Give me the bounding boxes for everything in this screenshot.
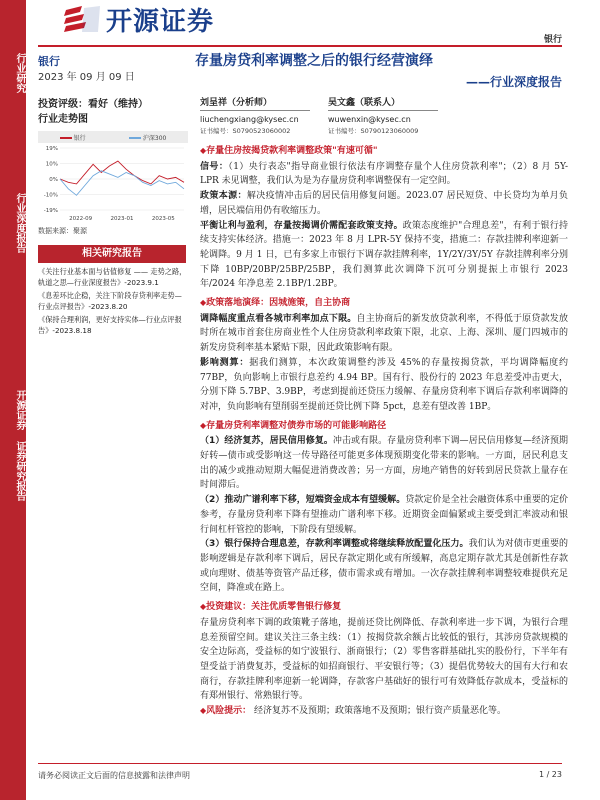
report-date: 2023 年 09 月 09 日 bbox=[38, 72, 135, 83]
trend-chart-title: 行业走势图 bbox=[38, 114, 88, 125]
section-heading: ◆ 政策落地演绎：因城施策，自主协商 bbox=[200, 296, 568, 311]
paragraph-lead: 政策本源： bbox=[200, 191, 247, 202]
analyst-email[interactable]: wuwenxin@kysec.cn bbox=[328, 115, 411, 124]
y-tick-label: 0% bbox=[49, 177, 58, 183]
page-number: 1 / 23 bbox=[538, 770, 562, 779]
y-tick-label: 10% bbox=[45, 161, 58, 168]
paragraph-lead: （2）推动广谱利率下移，短端资金成本有望缓解。 bbox=[200, 495, 406, 506]
paragraph-lead: 影响测算： bbox=[200, 357, 250, 368]
analyst-cert: 证书编号：S0790523060002 bbox=[200, 127, 291, 135]
paragraph-text: 贷款定价是全社会融资体系中重要的定价参考，存量房贷利率下降有望推动广谱利率下移。近期资金面偏紧或主要受到汇率波动和银行间杠杆管控的影响，下阶段有望缓解。 bbox=[200, 495, 568, 535]
legend-label-hs300: 沪深300 bbox=[142, 134, 167, 142]
sector-label: 银行 bbox=[38, 55, 60, 68]
trend-line-chart bbox=[38, 144, 188, 224]
paragraph-lead: 平衡让利与盈利，存量按揭调价需配套政策支持。 bbox=[200, 220, 403, 231]
chart-legend bbox=[38, 131, 188, 143]
y-tick-label: -10% bbox=[43, 192, 58, 199]
paragraph bbox=[200, 537, 568, 596]
paragraph bbox=[200, 434, 568, 493]
related-report-item[interactable]: 《保持合理利润，更好支持实体—行业点评报告》-2023.8.18 bbox=[38, 315, 182, 335]
paragraph-lead: （3）银行保持合理息差，存款利率调整或将继续释放配置化压力。 bbox=[200, 539, 469, 550]
footer-divider bbox=[38, 763, 562, 764]
paragraph-text: 据我们测算，本次政策调整约涉及 45%的存量按揭贷款，平均调降幅度约 77BP，负向影响上市银行息差约 4.94 BP。国有行、股份行的 2023 年息差受冲击更大，分别下降 5.7BP、3.9BP，考虑到提前还贷压力缓解、存量房贷利率下调后存款利率调降的对冲，负向影响有望削弱至提前还贷比例下降 5pct，息差有望改善 1BP。 bbox=[200, 357, 568, 412]
paragraph-text: 我们认为对债市更重要的影响逻辑是存款利率下调后，居民存款定期化或有所缓解，高息定期存款尤其是创新性存款或向理财、债基等资管产品迁移，债市需求或有增加。一次存款挂牌利率调整较难提供充足空间，降准或在路上。 bbox=[200, 539, 568, 594]
y-tick-label: -19% bbox=[43, 208, 58, 214]
paragraph bbox=[200, 189, 568, 218]
analyst-name: 吴文鑫（联系人） bbox=[328, 95, 438, 111]
report-body bbox=[200, 140, 568, 719]
x-tick-label: 2022-09 bbox=[69, 216, 93, 222]
investment-rating: 投资评级：看好（维持） bbox=[38, 99, 148, 110]
risk-text: 经济复苏不及预期；政策落地不及预期；银行资产质量恶化等。 bbox=[254, 706, 507, 717]
related-reports-list bbox=[38, 266, 188, 338]
series-line-bank bbox=[60, 161, 184, 184]
left-sidebar-bar bbox=[0, 0, 26, 800]
section-heading: ◆ 风险提示： bbox=[200, 706, 251, 716]
analyst-email[interactable]: liuchengxiang@kysec.cn bbox=[200, 115, 299, 124]
sidebar-label-top: 行业研究 bbox=[14, 53, 25, 93]
y-tick-label: 19% bbox=[45, 146, 58, 152]
paragraph bbox=[200, 356, 568, 415]
legend-swatch-bank bbox=[60, 137, 72, 139]
legend-item-bank bbox=[60, 133, 86, 142]
paragraph-lead: 调降幅度重点看各城市利率加点下限。 bbox=[200, 313, 357, 324]
sidebar-label-bottom: 开源证券 证券研究报告 bbox=[14, 389, 25, 501]
footer-disclaimer[interactable]: 请务必阅读正文后面的信息披露和法律声明 bbox=[38, 771, 190, 780]
paragraph bbox=[200, 219, 568, 293]
analyst-cert: 证书编号：S0790123060009 bbox=[328, 127, 419, 135]
legend-item-hs300 bbox=[129, 133, 166, 142]
related-reports-heading: 相关研究报告 bbox=[38, 245, 186, 263]
analyst-name: 刘呈祥（分析师） bbox=[200, 95, 310, 111]
x-tick-label: 2023-05 bbox=[151, 216, 175, 222]
paragraph-text: 冲击或有限。存量房贷利率下调—居民信用修复—经济预期好转—债市或受影响这一传导路径可能更多体现预期变化带来的影响。一方面，居民利息支出的减少或推动短期大幅促进消费改善；另一方面，房地产销售的好转到居民贷款上量存在时间滞后。 bbox=[200, 436, 568, 491]
legend-label-bank: 银行 bbox=[73, 134, 86, 142]
header-category: 银行 bbox=[543, 35, 562, 45]
paragraph-text: 解决疫情冲击后的居民信用修复问题。2023.07 居民短贷、中长贷均为单月负增，居民端信用仍有收缩压力。 bbox=[200, 191, 568, 216]
report-title: 存量房贷利率调整之后的银行经营演绎 bbox=[195, 53, 433, 69]
data-source: 数据来源：聚源 bbox=[38, 227, 87, 235]
brand-logo bbox=[62, 4, 232, 37]
legend-swatch-hs300 bbox=[129, 137, 141, 139]
paragraph-text: 政策态度维护"合理息差"，有利于银行持续支持实体经济。措施一：2023 年 8 月 LPR-5Y 保持不变，措施二：存款挂牌利率迎新一轮调降。9 月 1 日，已有多家上市银行下调存款挂牌利率，1Y/2Y/3Y/5Y 存款挂牌利率分别下降 10BP/20BP/25BP/25BP，我们测算此次调降下沉可分别提振上市银行 2023 年/2024 年净息差 2.1BP/1.2BP。 bbox=[200, 220, 568, 290]
logo-icon bbox=[62, 4, 102, 34]
related-report-item[interactable]: 《息差环比企稳，关注下阶段存贷利率走势—行业点评报告》-2023.8.20 bbox=[38, 291, 182, 311]
series-line-hs300 bbox=[60, 171, 184, 196]
paragraph bbox=[200, 312, 568, 356]
paragraph bbox=[200, 160, 568, 189]
sidebar-label-middle: 行业深度报告 bbox=[14, 193, 25, 253]
related-report-item[interactable]: 《关注行业基本面与估值修复 —— 走势之路，轨道之思—行业深度报告》-2023.9.1 bbox=[38, 267, 187, 287]
paragraph-lead: 信号： bbox=[200, 161, 229, 172]
report-subtitle: ——行业深度报告 bbox=[465, 75, 562, 89]
x-tick-label: 2023-01 bbox=[110, 216, 134, 222]
section-heading: ◆ 存量住房按揭贷款利率调整政策"有速可循" bbox=[200, 144, 568, 159]
analyst-card bbox=[328, 95, 498, 135]
paragraph: 存量房贷利率下调的政策靴子落地，提前还贷比例降低、存款利率进一步下调，为银行合理息差预留空间。建议关注三条主线：（1）按揭贷款余额占比较低的银行，其涉房贷款规模的安全边际高，受益标的如宁波银行、浙商银行；（2）零售客群基础扎实的股份行，下半年有望受益于消费复苏，受益标的如招商银行、平安银行等；（3）提倡优势较大的国有大行和农商行，存款挂牌利率迎新一轮调降，存款客户基础好的银行可有效降低存款成本，受益标的有郑州银行、常熟银行等。 bbox=[200, 617, 568, 702]
brand-name: 开源证券 bbox=[106, 6, 215, 37]
section-heading: ◆ 存量房贷利率调整对债券市场的可能影响路径 bbox=[200, 419, 568, 434]
paragraph bbox=[200, 493, 568, 537]
paragraph-text: 自主协商后的新发放贷款利率，不得低于原贷款发放时所在城市首套住房商业性个人住房贷款利率政策下限，北京、上海、深圳、厦门四城市的新发房贷利率基本紧贴下限，因此政策影响有限。 bbox=[200, 313, 568, 354]
header-divider bbox=[38, 45, 562, 47]
paragraph-lead: （1）经济复苏，居民信用修复。 bbox=[200, 436, 333, 447]
paragraph-text: （1）央行表态"指导商业银行依法有序调整存量个人住房贷款利率"；（2）8 月 5Y-LPR 未见调整，我们认为是为存量房贷利率调整保有一定空间。 bbox=[200, 161, 568, 187]
section-heading: ◆ 投资建议：关注优质零售银行修复 bbox=[200, 600, 568, 615]
